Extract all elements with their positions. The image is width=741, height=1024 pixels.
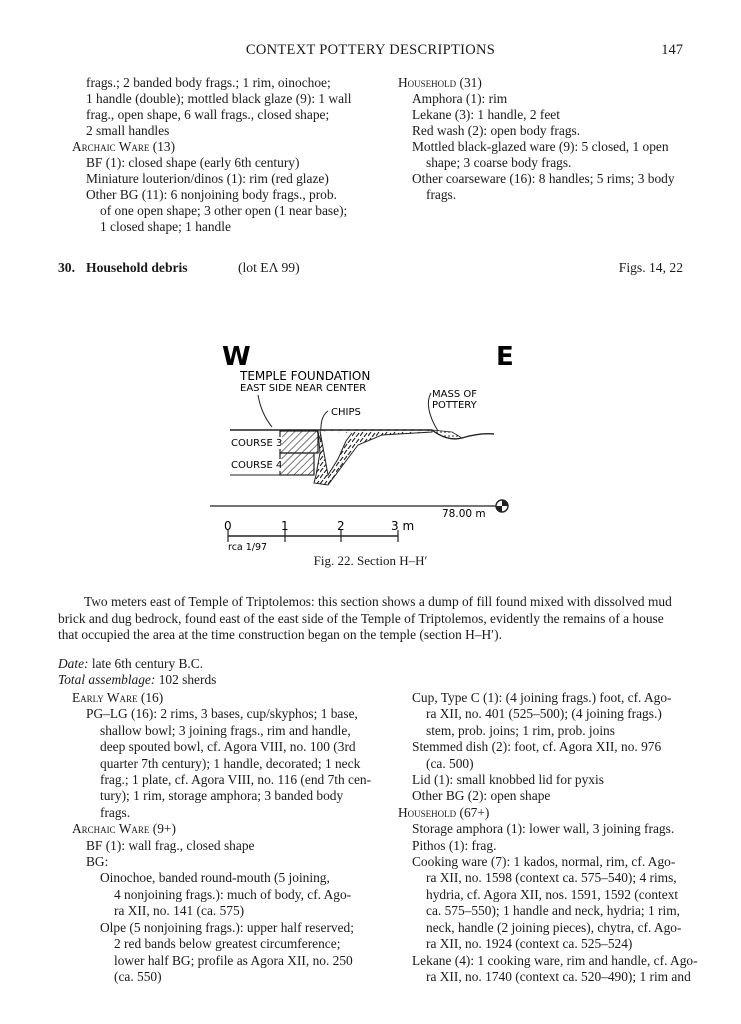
text-line: Olpe (5 nonjoining frags.): upper half reserved;: [100, 919, 354, 935]
section-figs: Figs. 14, 22: [618, 260, 683, 275]
text-line: lower half BG; profile as Agora XII, no. 250: [114, 952, 353, 968]
text-line: Other BG (11): 6 nonjoining body frags., prob.: [86, 187, 337, 202]
text-line: ra XII, no. 1924 (context ca. 525–524): [426, 936, 633, 952]
east-label: E: [496, 342, 514, 372]
top-left-column: [72, 75, 372, 235]
text-line: 4 nonjoining frags.): much of body, cf. Ago-: [114, 886, 352, 902]
text-line: tury); 1 rim, storage amphora; 3 banded body: [100, 788, 344, 804]
course-3-block: [280, 431, 318, 453]
scale-label-1: 1: [281, 519, 289, 533]
running-header-title: CONTEXT POTTERY DESCRIPTIONS: [245, 42, 496, 58]
text-line: Cup, Type C (1): (4 joining frags.) foot, cf. Ago-: [412, 690, 672, 705]
text-line: deep spouted bowl, cf. Agora VIII, no. 100 (3rd: [100, 739, 356, 755]
text-line: frag.; 1 plate, cf. Agora VIII, no. 116 (end 7th cen-: [100, 772, 372, 788]
text-line: 1 handle (double); mottled black glaze (9): 1 wall: [86, 91, 352, 106]
text-line: ra XII, no. 141 (ca. 575): [114, 903, 245, 919]
text-line: ra XII, no. 1740 (context ca. 520–490); 1 rim and: [426, 968, 691, 984]
text-line: ca. 575–550); 1 handle and neck, hydria; 1 rim,: [426, 903, 680, 919]
date-line: [58, 656, 203, 672]
datum-label: 78.00 m: [442, 508, 486, 520]
chips-label: CHIPS: [331, 407, 361, 418]
temple-leader: [258, 395, 272, 427]
course-4-label: COURSE 4: [231, 460, 283, 471]
temple-label-line1: TEMPLE FOUNDATION: [240, 369, 371, 383]
text-line: ra XII, no. 401 (525–500); (4 joining frags.): [426, 706, 662, 722]
scale-label-3: 3 m: [391, 519, 415, 533]
description-paragraph: Two meters east of Temple of Triptolemos: this section shows a dump of fill found mixed with dissolved mud brick and dug bedrock, found east of the east side of the Temple of Triptolemos, evidently the remains of a house that occupied the area at the time construction began on the temple (section H–H′).: [58, 594, 672, 643]
text-line: shallow bowl; 3 joining frags., rim and handle,: [100, 722, 351, 738]
text-line: stem, prob. joins; 1 rim, prob. joins: [426, 722, 615, 738]
text-line: neck, handle (2 joining pieces), chytra, cf. Ago-: [426, 919, 682, 935]
text-line: (ca. 500): [426, 755, 474, 771]
text-line: Lid (1): small knobbed lid for pyxis: [412, 772, 604, 788]
text-line: frag., open shape, 6 wall frags., closed shape;: [86, 107, 330, 122]
text-line: Oinochoe, banded round-mouth (5 joining,: [100, 870, 330, 886]
bottom-left-column: [72, 690, 372, 985]
course-4-block: [280, 453, 314, 475]
scale-label-0: 0: [224, 519, 232, 533]
text-line: 2 small handles: [86, 123, 170, 138]
total-value: 102 sherds: [158, 672, 217, 687]
text-line: 2 red bands below greatest circumference;: [114, 936, 341, 952]
pottery-mass: [432, 430, 462, 439]
text-line: Storage amphora (1): lower wall, 3 joining frags.: [412, 821, 675, 837]
text-line: quarter 7th century); 1 handle, decorated; 1 neck: [100, 755, 361, 771]
drawing-credit: rca 1/97: [228, 542, 268, 553]
text-line: Cooking ware (7): 1 kados, normal, rim, cf. Ago-: [412, 854, 676, 870]
datum-marker-q3: [496, 506, 502, 512]
text-line: BF (1): wall frag., closed shape: [86, 837, 255, 853]
datum-marker-q1: [502, 500, 508, 506]
text-line: Lekane (3): 1 handle, 2 feet: [412, 107, 560, 122]
mass-label-line2: POTTERY: [432, 400, 477, 411]
west-label: W: [222, 342, 251, 372]
bottom-right-column: [398, 690, 698, 985]
top-right-column: [398, 75, 698, 203]
section-title: Household debris: [86, 260, 188, 275]
section-lot: (lot EΛ 99): [238, 260, 300, 275]
text-line: hydria, cf. Agora XII, nos. 1591, 1592 (context: [426, 886, 679, 902]
text-line: PG–LG (16): 2 rims, 3 bases, cup/skyphos; 1 base,: [86, 706, 358, 722]
text-line: Lekane (4): 1 cooking ware, rim and handle, cf. Ago-: [412, 952, 698, 968]
archaic-ware-heading: Archaic Ware (9+): [72, 821, 176, 837]
date-label: Date:: [58, 656, 89, 671]
text-line: frags.: [426, 187, 457, 202]
date-value: late 6th century B.C.: [91, 656, 204, 671]
temple-label-line2: EAST SIDE NEAR CENTER: [240, 383, 367, 394]
text-line: frags.; 2 banded body frags.; 1 rim, oinochoe;: [86, 75, 331, 90]
early-ware-heading: Early Ware (16): [72, 690, 164, 705]
text-line: 1 closed shape; 1 handle: [100, 219, 231, 234]
section-drawing: [200, 335, 530, 565]
mass-label-line1: MASS OF: [432, 389, 477, 400]
total-label: Total assemblage:: [58, 672, 156, 687]
text-line: Mottled black-glazed ware (9): 5 closed, 1 open: [412, 139, 669, 154]
text-line: shape; 3 coarse body frags.: [426, 155, 572, 170]
text-line: BF (1): closed shape (early 6th century): [86, 155, 300, 170]
household-heading: Household (67+): [398, 804, 490, 820]
scale-label-2: 2: [337, 519, 345, 533]
text-line: of one open shape; 3 other open (1 near base);: [100, 203, 348, 218]
total-line: [58, 672, 216, 688]
text-line: Miniature louterion/dinos (1): rim (red glaze): [86, 171, 329, 186]
text-line: Stemmed dish (2): foot, cf. Agora XII, no. 976: [412, 739, 662, 755]
text-line: ra XII, no. 1598 (context ca. 575–540); 4 rims,: [426, 870, 677, 886]
household-heading: Household (31): [398, 75, 482, 90]
text-line: BG:: [86, 854, 109, 870]
section-number: 30.: [58, 260, 75, 275]
page-number: 147: [661, 42, 683, 58]
text-line: Amphora (1): rim: [412, 91, 508, 106]
archaic-ware-heading: Archaic Ware (13): [72, 139, 176, 154]
text-line: frags.: [100, 804, 131, 820]
figure-caption: Fig. 22. Section H–H′: [313, 553, 428, 568]
text-line: Pithos (1): frag.: [412, 837, 497, 853]
course-3-label: COURSE 3: [231, 438, 283, 449]
text-line: Red wash (2): open body frags.: [412, 123, 581, 138]
text-line: Other coarseware (16): 8 handles; 5 rims; 3 body: [412, 171, 675, 186]
text-line: Other BG (2): open shape: [412, 788, 551, 804]
text-line: (ca. 550): [114, 968, 162, 984]
